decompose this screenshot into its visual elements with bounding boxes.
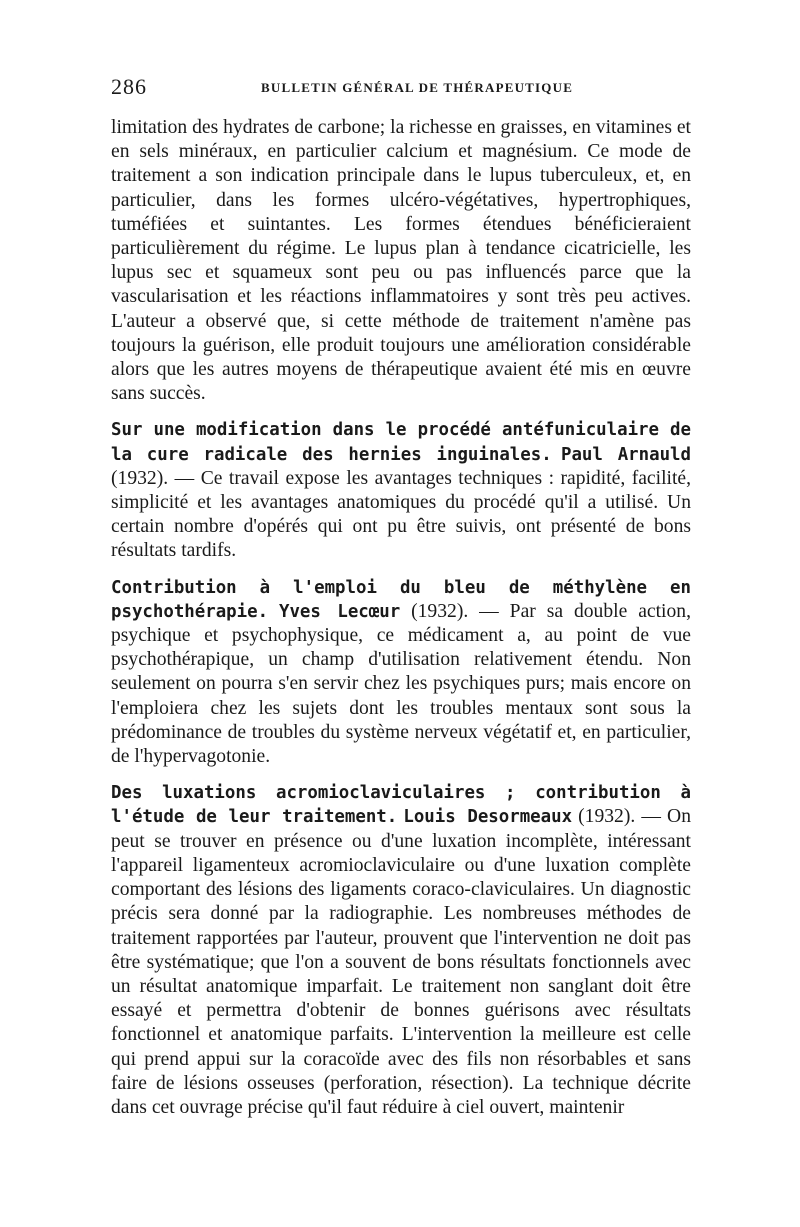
entry-author: Yves Lecœur <box>278 601 401 622</box>
running-title: BULLETIN GÉNÉRAL DE THÉRAPEUTIQUE <box>261 80 574 95</box>
abstract-entry-luxations <box>111 781 691 1120</box>
entry-year: (1932). <box>411 600 469 622</box>
entry-title: Sur une modification dans le procédé antéfuniculaire de la cure radicale des hernies inguinales. <box>111 420 691 465</box>
abstract-entry-bleu-methylene <box>111 576 691 770</box>
abstract-entry-hernies <box>111 418 691 563</box>
page-header <box>111 74 691 104</box>
entry-title: Contribution à l'emploi du bleu de méthylène en psychothérapie. <box>111 577 691 622</box>
page-number: 286 <box>111 74 147 99</box>
entry-text: — Par sa double action, psychique et psychophysique, ce médicament a, au point de vue psychothérapique, un champ d'utilisation relativement étendu. Non seulement on pourra s'en servir chez les psychiques purs; mais encore on l'emploiera chez les sujets dont les troubles mentaux sont sous la prédominance de troubles du système nerveux végétatif et, en particulier, de l'hypervagotonie. <box>111 600 691 768</box>
entry-text: — On peut se trouver en présence ou d'une luxation incomplète, intéressant l'appareil ligamenteux acromioclaviculaire ou d'une luxation complète comportant des lésions des ligaments coraco-claviculaires. Un diagnostic précis sera donné par la radiographie. Les nombreuses méthodes de traitement rapportées par l'auteur, prouvent que l'intervention ne doit pas être systématique; que l'on a souvent de bons résultats fonctionnels avec un résultat anatomique imparfait. Le traitement non sanglant doit être essayé et permettra d'obtenir de bonnes guérisons avec résultats fonctionnel et anatomique parfaits. L'intervention la meilleure est celle qui prend appui sur la coracoïde avec des fils non résorbables et sans faire de lésions osseuses (perforation, résection). La technique décrite dans cet ouvrage précise qu'il faut réduire à ciel ouvert, maintenir <box>111 806 691 1118</box>
entry-author: Paul Arnauld <box>560 444 692 465</box>
entry-year: (1932). <box>111 467 169 489</box>
continued-paragraph: limitation des hydrates de carbone; la richesse en graisses, en vitamines et en sels minéraux, en particulier calcium et magnésium. Ce mode de traitement a son indication principale dans le lupus tuberculeux, et, en particulier, dans les formes ulcéro-végétatives, hypertrophiques, tuméfiées et suintantes. Les formes étendues bénéficieraient particulièrement du régime. Le lupus plan à tendance cicatricielle, les lupus sec et squameux sont peu ou pas influencés parce que la vascularisation et les réactions inflammatoires y sont très peu actives. L'auteur a observé que, si cette méthode de traitement n'amène pas toujours la guérison, elle produit toujours une amélioration considérable alors que les autres moyens de thérapeutique avaient été mis en œuvre sans succès. <box>111 117 692 405</box>
entry-title: Des luxations acromioclaviculaires ; contribution à l'étude de leur traitement. <box>111 783 691 828</box>
entry-text: — Ce travail expose les avantages techniques : rapidité, facilité, simplicité et les avantages anatomiques du procédé qu'il a utilisé. Un certain nombre d'opérés qui ont pu être suivis, ont présenté de bons résultats tardifs. <box>111 467 691 562</box>
article-body <box>111 116 691 1120</box>
entry-year: (1932). <box>578 806 636 828</box>
entry-author: Louis Desormeaux <box>403 807 573 828</box>
